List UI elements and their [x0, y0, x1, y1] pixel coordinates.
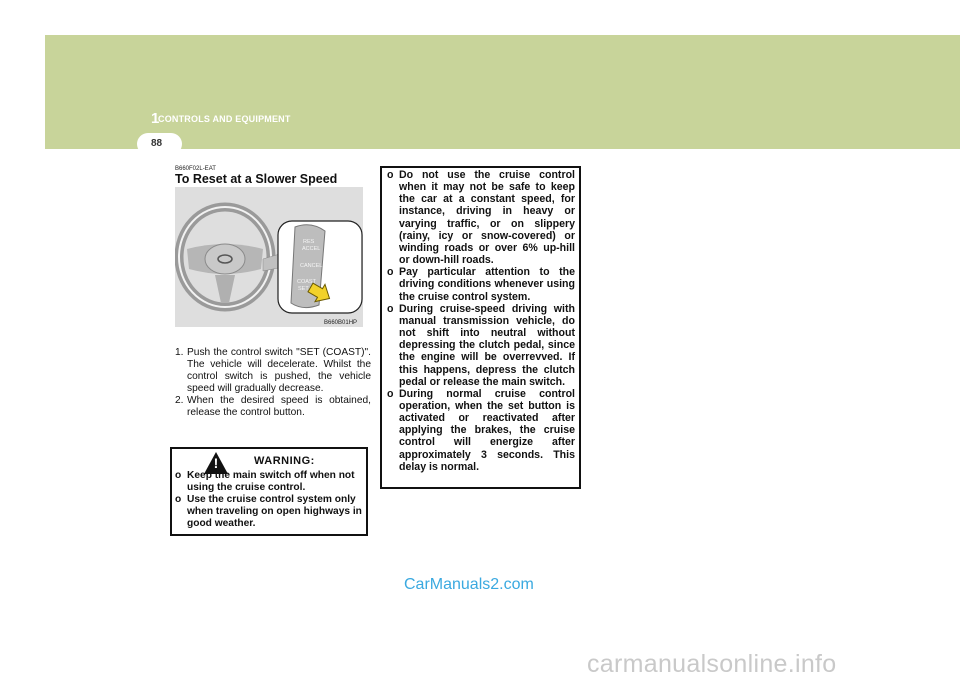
- figure-code: B660B01HP: [324, 320, 358, 326]
- section-title: To Reset at a Slower Speed: [175, 172, 338, 186]
- caution-list: [387, 169, 575, 473]
- section-code: B660F02L-EAT: [175, 166, 216, 172]
- warning-item: [175, 494, 365, 530]
- page-number: 88: [151, 138, 163, 149]
- switch-label-coast: COAST: [297, 279, 316, 285]
- caution-item-text: During normal cruise control operation, when the set button is activated or reactivated after applying the brakes, the cruise control will energize after approximately 3 seconds. This delay is normal.: [399, 387, 575, 473]
- chapter-title: CONTROLS AND EQUIPMENT: [158, 114, 291, 124]
- step-item: [175, 395, 371, 419]
- switch-label-res: RES: [303, 239, 315, 245]
- switch-label-set: SET: [298, 286, 309, 292]
- bullet: o: [175, 494, 182, 505]
- bullet: o: [387, 387, 394, 400]
- bullet: o: [387, 266, 394, 279]
- switch-label-cancel: CANCEL: [300, 263, 323, 269]
- step-item: [175, 347, 371, 395]
- warning-list: [175, 470, 365, 530]
- warning-item-text: Use the cruise control system only when traveling on open highways in good weather.: [187, 494, 362, 529]
- caution-item-text: Do not use the cruise control when it may not be safe to keep the car at a constant speed, for instance, driving in heavy or varying traffic, or on slippery (rainy, icy or snow-covered) or winding roads or over 6% up-hill or down-hill roads.: [399, 169, 575, 267]
- warning-title: WARNING:: [254, 455, 315, 467]
- caution-item: [387, 388, 575, 473]
- caution-item: [387, 169, 575, 266]
- chapter-number: 1: [151, 110, 160, 127]
- caution-item-text: During cruise-speed driving with manual transmission vehicle, do not shift into neutral without depressing the clutch pedal, since the engine will be overrevved. If this happens, depress the clutch pedal or release the main switch.: [399, 302, 575, 388]
- caution-item-text: Pay particular attention to the driving conditions whenever using the cruise control system.: [399, 266, 575, 303]
- step-text: When the desired speed is obtained, release the control button.: [187, 395, 371, 418]
- steering-wheel-figure: [175, 187, 363, 327]
- step-number: 1.: [175, 347, 184, 358]
- switch-label-accel: ACCEL: [302, 246, 321, 252]
- warning-exclamation: !: [213, 455, 219, 471]
- warning-item: [175, 470, 365, 494]
- bullet: o: [387, 169, 394, 181]
- header-band: [45, 35, 960, 149]
- procedure-steps: [175, 347, 371, 419]
- caution-item: [387, 266, 575, 302]
- warning-item-text: Keep the main switch off when not using the cruise control.: [187, 470, 355, 493]
- footer-watermark: carmanualsonline.info: [587, 650, 837, 678]
- step-number: 2.: [175, 395, 184, 406]
- bullet: o: [175, 470, 182, 481]
- watermark-link[interactable]: CarManuals2.com: [404, 576, 534, 593]
- steering-wheel-illustration: [175, 187, 363, 327]
- bullet: o: [387, 302, 394, 315]
- caution-item: [387, 303, 575, 388]
- step-text: Push the control switch "SET (COAST)". The vehicle will decelerate. Whilst the control switch is pushed, the vehicle speed will gradually decrease.: [187, 347, 371, 394]
